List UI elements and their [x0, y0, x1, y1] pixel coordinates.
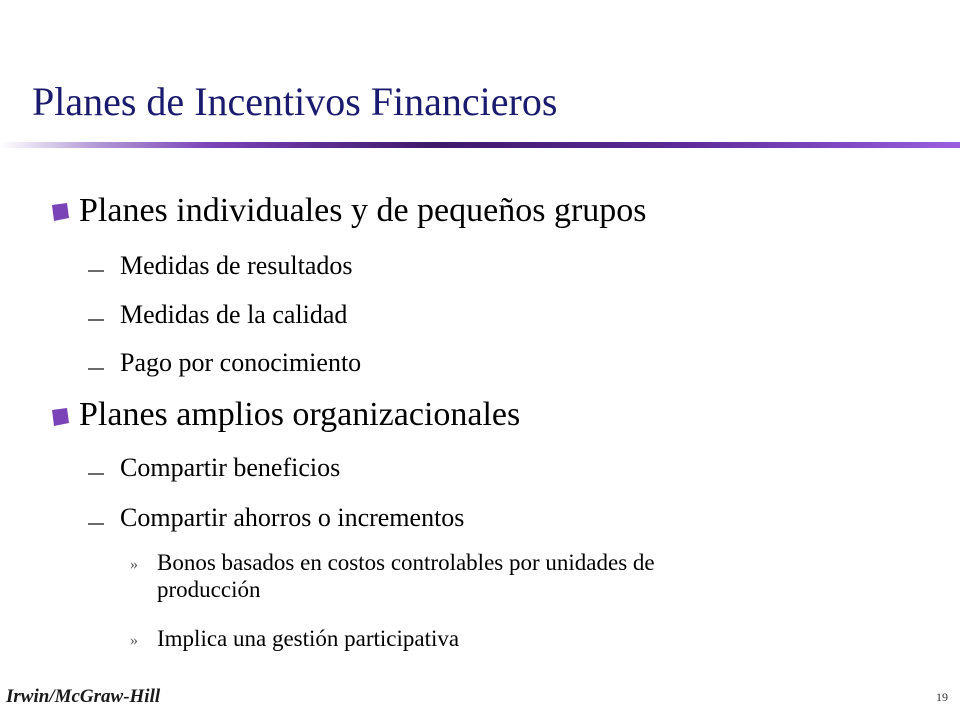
- sub-item-2-1: Compartir beneficios: [120, 453, 341, 482]
- sub-item-1-3: Pago por conocimiento: [120, 348, 362, 377]
- title-divider: [0, 142, 960, 148]
- dash-bullet-icon: [88, 319, 104, 321]
- guillemet-bullet-icon: »: [130, 556, 138, 573]
- sub-item-1-2: Medidas de la calidad: [120, 300, 348, 329]
- square-bullet-icon: [50, 202, 70, 222]
- publisher-footer: Irwin/McGraw-Hill: [6, 686, 161, 707]
- dash-bullet-icon: [88, 270, 104, 272]
- slide-title: Planes de Incentivos Financieros: [32, 79, 558, 124]
- bullet-item-2: Planes amplios organizacionales: [79, 396, 521, 433]
- page-number: 19: [936, 690, 948, 704]
- sub-item-2-2: Compartir ahorros o incrementos: [120, 503, 465, 532]
- square-bullet-icon: [50, 407, 70, 427]
- dash-bullet-icon: [88, 368, 104, 370]
- dash-bullet-icon: [88, 523, 104, 525]
- guillemet-bullet-icon: »: [130, 632, 138, 649]
- dash-bullet-icon: [88, 473, 104, 475]
- sub-sub-item-1-line-1: Bonos basados en costos controlables por unidades de: [157, 550, 655, 575]
- sub-sub-item-1-line-2: producción: [157, 577, 261, 602]
- bullet-item-1: Planes individuales y de pequeños grupos: [79, 192, 647, 229]
- sub-sub-item-2: Implica una gestión participativa: [157, 626, 460, 651]
- sub-item-1-1: Medidas de resultados: [120, 251, 353, 280]
